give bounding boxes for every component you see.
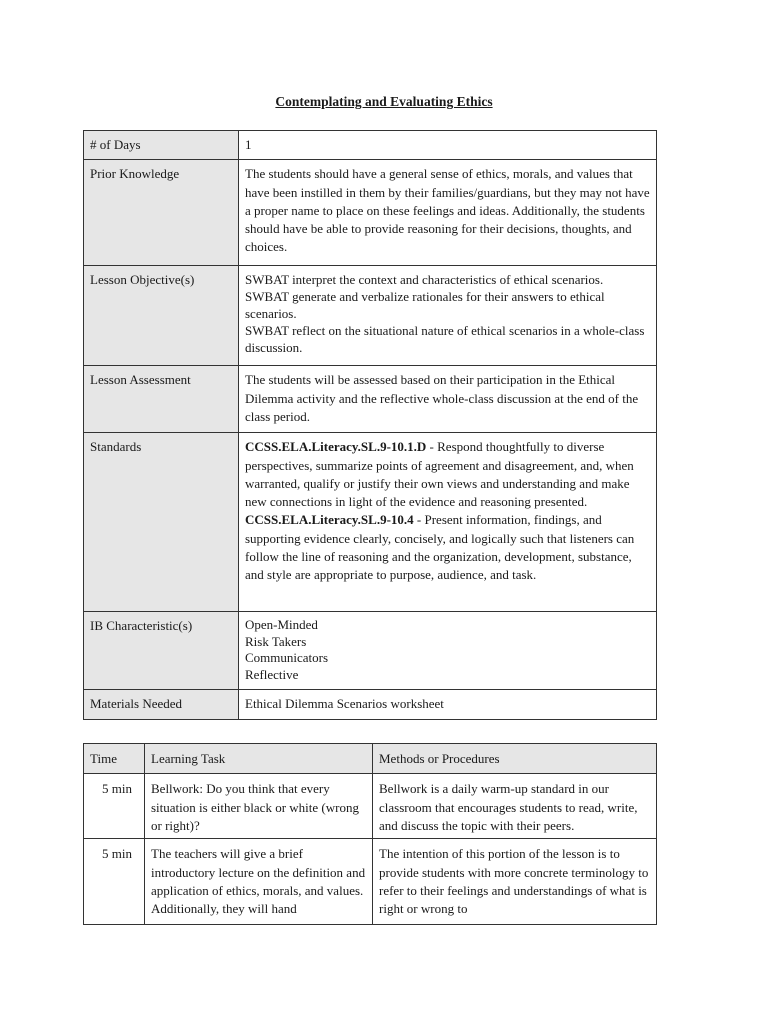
standard-item xyxy=(245,511,650,584)
prior-knowledge-value: The students should have a general sense of ethics, morals, and values that have been instilled in them by their families/guardians, but they may not have a proper name to place on these feelings and ideas. Additionally, the students should have be able to provide reasoning for their decisions, thoughts, and choices. xyxy=(239,160,657,266)
lesson-overview-table xyxy=(83,130,657,720)
table-row xyxy=(84,266,657,366)
table-row xyxy=(84,433,657,612)
method-text: The intention of this portion of the lesson is to provide students with more concrete terminology to refer to their feelings and understandings of what is right or wrong to xyxy=(379,846,649,917)
row-label: Standards xyxy=(84,433,239,612)
row-label: IB Characteristic(s) xyxy=(84,612,239,690)
schedule-table xyxy=(83,743,657,925)
assessment-value: The students will be assessed based on their participation in the Ethical Dilemma activity and the reflective whole-class discussion at the end of the class period. xyxy=(239,366,657,433)
materials-value: Ethical Dilemma Scenarios worksheet xyxy=(239,690,657,719)
table-row xyxy=(84,612,657,690)
table-row xyxy=(84,131,657,160)
objective-item: SWBAT generate and verbalize rationales for their answers to ethical scenarios. xyxy=(245,289,605,322)
table-row xyxy=(84,366,657,433)
column-header: Time xyxy=(84,744,145,774)
task-cell: Bellwork: Do you think that every situation is either black or white (wrong or right)? xyxy=(145,774,373,839)
standard-text: - Respond thoughtfully to diverse perspectives, summarize points of agreement and disagreement, and, when warranted, qualify or justify their own views and understanding and make new connections in light of the evidence and reasoning presented. xyxy=(245,439,634,510)
time-cell: 5 min xyxy=(84,839,145,925)
method-cell xyxy=(373,839,657,925)
document-title: Contemplating and Evaluating Ethics xyxy=(275,94,493,109)
task-text: The teachers will give a brief introductory lecture on the definition and application of ethics, morals, and values. Additionally, they will hand xyxy=(151,846,366,917)
table-header-row xyxy=(84,744,657,774)
standard-text: - Present information, findings, and supporting evidence clearly, concisely, and logically such that listeners can follow the line of reasoning and the organization, development, substance, and style are appropriate to purpose, audience, and task. xyxy=(245,512,635,583)
standard-code: CCSS.ELA.Literacy.SL.9-10.4 xyxy=(245,512,414,528)
table-row xyxy=(84,839,657,925)
standard-code: CCSS.ELA.Literacy.SL.9-10.1.D xyxy=(245,439,427,455)
row-label: Lesson Assessment xyxy=(84,366,239,433)
task-cell xyxy=(145,839,373,925)
objectives-value xyxy=(239,266,657,366)
table-row xyxy=(84,160,657,266)
standard-item xyxy=(245,438,650,511)
row-label: # of Days xyxy=(84,131,239,160)
row-label: Materials Needed xyxy=(84,690,239,719)
table-row xyxy=(84,774,657,839)
time-cell: 5 min xyxy=(84,774,145,839)
ib-value xyxy=(239,612,657,690)
row-label: Lesson Objective(s) xyxy=(84,266,239,366)
column-header: Learning Task xyxy=(145,744,373,774)
table-row xyxy=(84,690,657,719)
ib-item: Open-Minded xyxy=(245,617,318,633)
ib-item: Risk Takers xyxy=(245,633,307,649)
standards-value xyxy=(239,433,657,612)
days-value: 1 xyxy=(239,131,657,160)
objective-item: SWBAT interpret the context and characteristics of ethical scenarios. xyxy=(245,272,604,288)
row-label: Prior Knowledge xyxy=(84,160,239,266)
method-cell: Bellwork is a daily warm-up standard in our classroom that encourages students to read, write, and discuss the topic with their peers. xyxy=(373,774,657,839)
column-header: Methods or Procedures xyxy=(373,744,657,774)
ib-item: Reflective xyxy=(245,666,299,682)
objective-item: SWBAT reflect on the situational nature of ethical scenarios in a whole-class discussion. xyxy=(245,323,645,356)
ib-item: Communicators xyxy=(245,650,329,666)
